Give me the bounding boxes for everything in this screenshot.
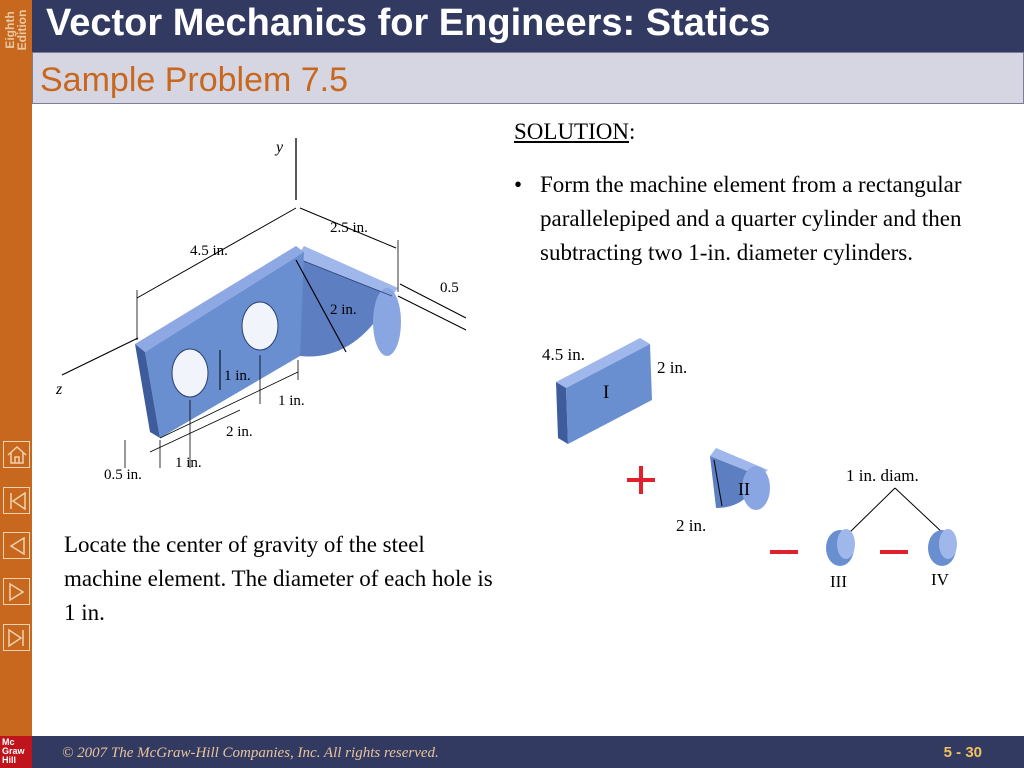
bullet-dot: • [514,172,523,197]
part-i-label: I [603,382,610,403]
solution-bullet-text: Form the machine element from a rectangular parallelepiped and a quarter cylinder and then subtracting two 1-in. diameter cylinders. [540,172,962,265]
axis-y-label: y [276,139,284,156]
edition-label: Eighth Edition [3,9,29,51]
page-subtitle: Sample Problem 7.5 [40,61,349,99]
part-ii-dim-2: 2 in. [676,516,707,535]
dim-2-5: 2.5 in. [330,220,368,236]
previous-slide-button[interactable] [3,532,30,559]
part-i-dim-4-5: 4.5 in. [542,345,585,364]
page-number: 5 - 30 [943,744,982,761]
part-iii-label: III [830,572,847,591]
part-i-dim-2: 2 in. [657,358,688,377]
part-iv-label: IV [931,570,949,589]
dim-1-spacing: 1 in. [278,393,305,409]
dim-1-bottom: 1 in. [175,455,202,471]
machine-element-figure [40,120,500,490]
solution-bullet [514,168,974,270]
page-title: Vector Mechanics for Engineers: Statics [46,2,771,44]
last-slide-button[interactable] [3,624,30,651]
last-slide-icon [5,626,29,650]
first-slide-button[interactable] [3,487,30,514]
first-slide-icon [5,489,29,513]
part-ii-label: II [738,479,750,499]
copyright-text: © 2007 The McGraw-Hill Companies, Inc. All rights reserved. [62,745,439,761]
diam-label: 1 in. diam. [846,466,919,485]
dim-1-hole: 1 in. [224,368,251,384]
dim-4-5: 4.5 in. [190,243,228,259]
home-icon [5,443,29,467]
dim-0-5-bottom: 0.5 in. [104,467,142,483]
next-slide-icon [5,580,29,604]
sidebar [0,0,32,768]
next-slide-button[interactable] [3,578,30,605]
home-button[interactable] [3,441,30,468]
dim-0-5-right: 0.5 [440,280,459,296]
solution-heading: SOLUTION: [514,119,636,144]
problem-statement: Locate the center of gravity of the steel machine element. The diameter of each hole is 1 in. [64,532,493,625]
previous-slide-icon [5,534,29,558]
dim-2-bottom: 2 in. [226,424,253,440]
parts-figure [520,330,980,600]
axis-z-label: z [56,381,63,398]
mcgraw-hill-logo: Mc Graw Hill [0,736,32,768]
dim-2-radius: 2 in. [330,302,357,318]
